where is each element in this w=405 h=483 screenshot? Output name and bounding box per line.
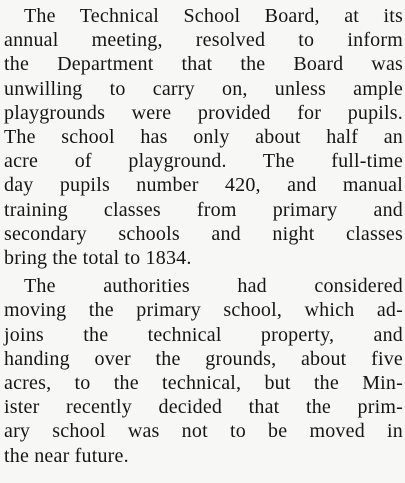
text-line: The Technical School Board, at its	[24, 5, 403, 27]
text-line: secondary schools and night classes	[4, 222, 403, 245]
text-line: annual meeting, resolved to inform	[4, 29, 403, 52]
text-line: acre of playground. The full-time	[4, 150, 403, 173]
text-line: handing over the grounds, about five	[4, 347, 403, 370]
text-line: playgrounds were provided for pupils.	[4, 101, 403, 124]
paragraph	[4, 4, 405, 270]
paragraph	[4, 274, 405, 468]
text-line: The school has only about half an	[4, 126, 403, 149]
text-line: the Department that the Board was	[4, 53, 403, 76]
text-line: joins the technical property, and	[4, 323, 403, 346]
text-line: ary school was not to be moved in	[4, 420, 403, 443]
text-line: day pupils number 420, and manual	[4, 174, 403, 197]
text-line: training classes from primary and	[4, 198, 403, 221]
text-line: unwilling to carry on, unless ample	[4, 77, 403, 100]
text-line: ister recently decided that the prim-	[4, 396, 403, 419]
text-line: The authorities had considered	[24, 275, 403, 298]
text-line: moving the primary school, which ad-	[4, 299, 403, 322]
text-line: acres, to the technical, but the Min-	[4, 372, 403, 395]
text-line: bring the total to 1834.	[4, 247, 192, 270]
text-line: the near future.	[4, 444, 129, 467]
